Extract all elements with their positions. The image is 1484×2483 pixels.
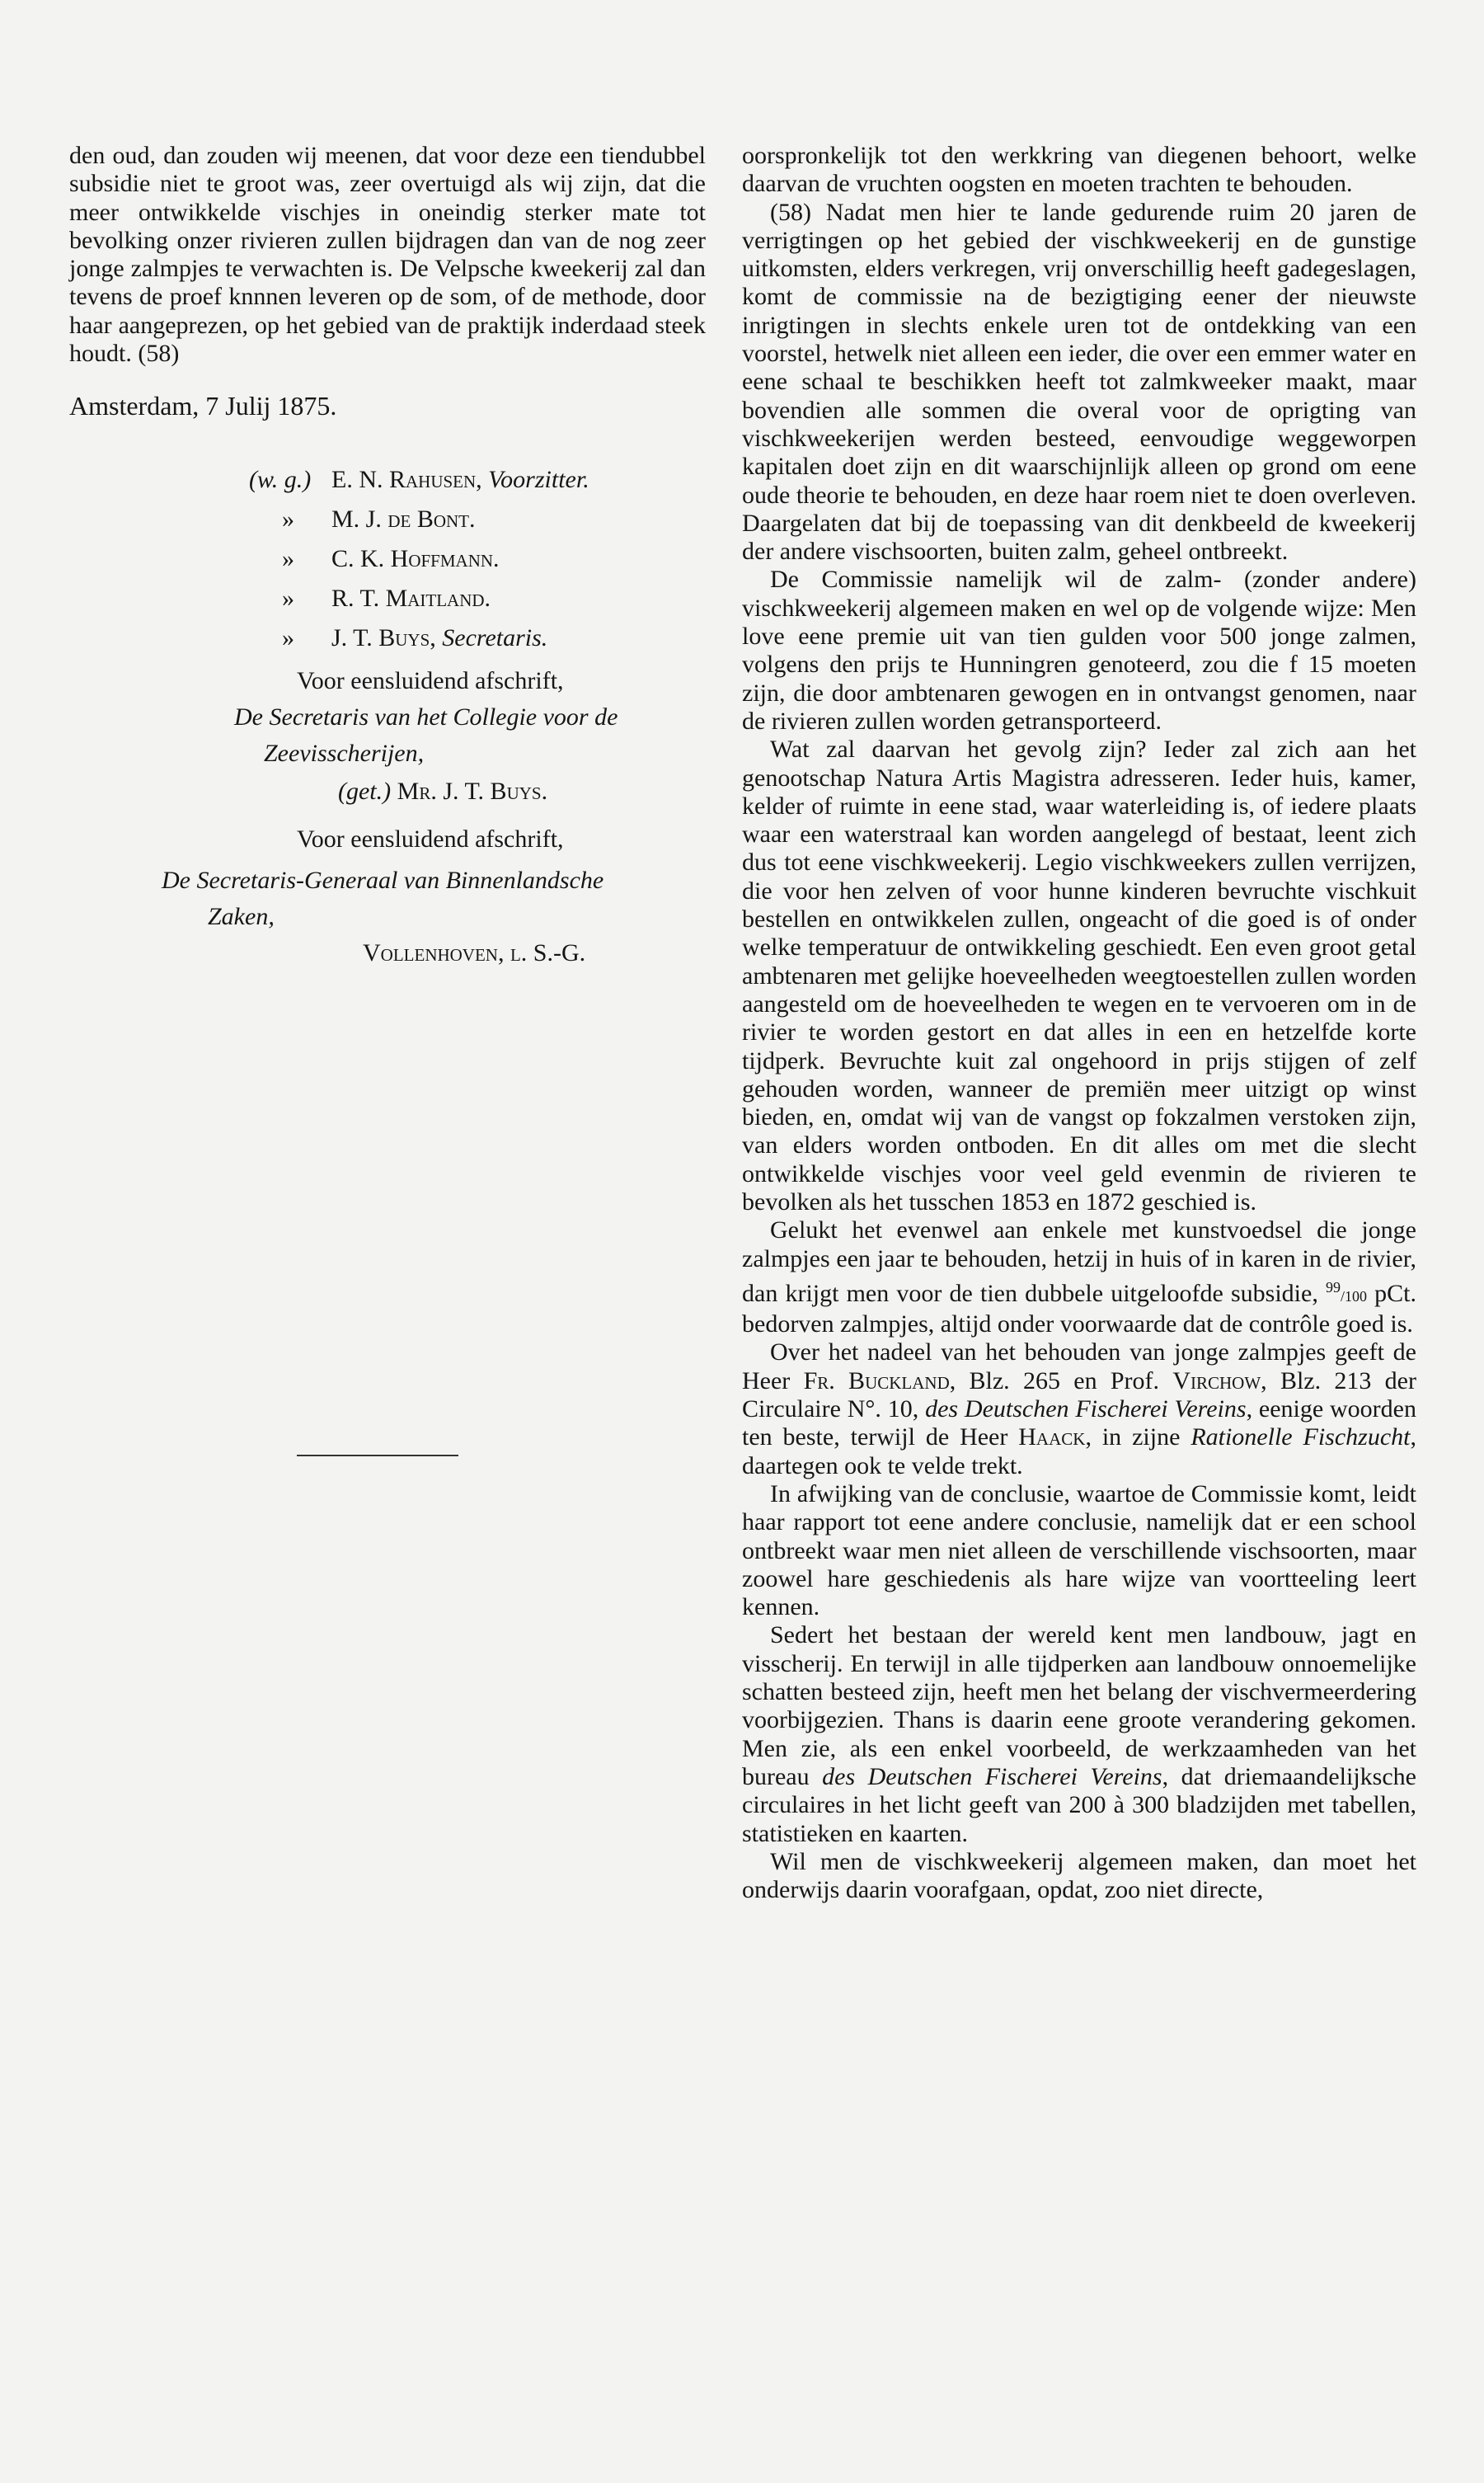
left-column (69, 142, 706, 971)
paragraph: oorspronkelijk tot den werkkring van diegenen behoort, welke daarvan de vruchten oogsten en moeten trachten te behouden. (742, 142, 1416, 198)
afschrift-line: Zaken, (208, 903, 275, 931)
person-name: Fr. Buckland (803, 1366, 950, 1394)
signatory-prefix: » (282, 506, 294, 534)
afschrift-line: De Secretaris van het Collegie voor de (234, 703, 618, 731)
text-run: Gelukt het evenwel aan enkele met kunstvoedsel die jonge zalmpjes een jaar te behouden, hetzij in huis of in karen in de rivier, dan krijgt men voor de tien dubbele uitgeloofde subsidie, (742, 1216, 1416, 1307)
signatory-name: C. K. Hoffmann. (331, 545, 500, 573)
afschrift-line: Zeevisscherijen, (264, 740, 425, 768)
right-column (742, 142, 1416, 1904)
text-run: , daartegen ook te velde trekt. (742, 1423, 1416, 1479)
text-run: , eenige woorden ten beste, terwijl de Heer (742, 1395, 1416, 1451)
paragraph (742, 1338, 1416, 1479)
person-name: Virchow (1172, 1366, 1261, 1394)
text-run: Over het nadeel van het behouden van jonge zalmpjes geeft de Heer (742, 1338, 1416, 1394)
fraction-denominator: /100 (1340, 1287, 1367, 1305)
signatory-row (249, 618, 706, 658)
signatory-title: Voorzitter. (488, 466, 589, 494)
paragraph: (58) Nadat men hier te lande gedurende ruim 20 jaren de verrigtingen op het gebied der vischkweekerij en de gunstige uitkomsten, elders verkregen, vrij onverschillig heeft gadegeslagen, komt de commissie na de bezigtiging eener der nieuwste inrigtingen in slechts enkele uren tot de ontdekking van een voorstel, hetwelk niet alleen een ieder, die over een emmer water en eene schaal te beschikken heeft tot zalmkweeker maakt, maar bovendien alle sommen die overal voor de oprigting van vischkweekerijen werden besteed, eenvoudige weggeworpen kapitalen doet zijn en dit waarschijnlijk alleen op grond om eene oude theorie te behouden, en deze haar roem niet te doen overleven. Daargelaten dat bij de toepassing van dit denkbeeld de kweekerij der andere vischsoorten, buiten zalm, geheel ontbreekt. (742, 198, 1416, 566)
fraction-numerator: 99 (1325, 1278, 1341, 1296)
signed-line (69, 772, 706, 811)
text-run: Sedert het bestaan der wereld kent men landbouw, jagt en visscherij. En terwijl in alle tijdperken aan landbouw onnoemelijke schatten besteed zijn, heeft men het belang der vischvermeerdering voorbijgezien. Thans is daarin eene groote verandering gekomen. Men zie, als een enkel voorbeeld, de werkzaamheden van het bureau (742, 1621, 1416, 1790)
signatory-row (249, 579, 706, 618)
signatory-name: M. J. de Bont. (331, 506, 476, 534)
section-divider (297, 1455, 458, 1456)
signatory-name: R. T. Maitland. (331, 585, 491, 613)
text-run: , Blz. 213 der Circulaire N°. 10, (742, 1366, 1416, 1423)
signed-prefix: (get.) (338, 778, 392, 806)
paragraph: Wat zal daarvan het gevolg zijn? Ieder zal zich aan het genootschap Natura Artis Magistra adresseren. Ieder huis, kamer, kelder of ruimte in eene stad, waar waterleiding is, of iedere plaats waar een waterstraal kan worden aangelegd of bestaat, leent zich dus tot eene vischkweekerij. Legio vischkweekers zullen verrijzen, die voor hen zelven of voor hunne kinderen bevruchte vischkuit bestellen en ontwikkelen zullen, ongeacht of die goed is of onder welke temperatuur de ontwikkeling geschiedt. Een even groot getal ambtenaren met gelijke hoeveelheden weegtoestellen zullen worden aangesteld om de hoeveelheden te wegen en te vervoeren om in de rivier te worden gestort en dat alles in een en hetzelfde korte tijdperk. Bevruchte kuit zal ongehoord in prijs stijgen of zelf gehouden worden, wanneer de premiën meer uitzigt op winst bieden, en, omdat wij van de vangst op fokzalmen verstoken zijn, van elders worden ontboden. En dit alles om met die slecht ontwikkelde vischjes voor veel geld evenmin de rivieren te bevolken als het tusschen 1853 en 1872 geschied is. (742, 736, 1416, 1216)
text-run: pCt. bedorven zalmpjes, altijd onder voorwaarde dat de contrôle goed is. (742, 1279, 1416, 1338)
signatory-prefix: » (282, 545, 294, 573)
signatory-row (249, 460, 706, 500)
left-paragraph: den oud, dan zouden wij meenen, dat voor deze een tiendubbel subsidie niet te groot was, zeer overtuigd als wij zijn, dat die meer ontwikkelde vischjes in oneindig sterker mate tot bevolking onzer rivieren zullen bijdragen dan van de nog zeer jonge zalmpjes te verwachten is. De Velpsche kweekerij zal dan tevens de proef knnnen leveren op de som, of de methode, door haar aangeprezen, op het gebied van de praktijk inderdaad steek houdt. (58) (69, 142, 706, 368)
signatory-name: J. T. Buys, (331, 624, 436, 652)
publication-title: des Deutschen Fischerei Vereins (925, 1395, 1247, 1423)
afschrift-label: Voor eensluidend afschrift, (297, 825, 564, 854)
signatory-prefix: » (282, 624, 294, 652)
signatory-prefix: (w. g.) (249, 466, 312, 494)
signed-name: Mr. J. T. Buys. (397, 778, 548, 806)
signatory-row (249, 500, 706, 539)
signatory-title: Secretaris. (442, 624, 548, 652)
afschrift-line: De Secretaris-Generaal van Binnenlandsche (162, 867, 604, 895)
date-line: Amsterdam, 7 Julij 1875. (69, 391, 337, 421)
signatory-name: E. N. Rahusen, (331, 466, 482, 494)
paragraph (742, 1216, 1416, 1338)
signatory-row (249, 539, 706, 579)
paragraph: In afwijking van de conclusie, waartoe de Commissie komt, leidt haar rapport tot eene andere conclusie, namelijk dat er een school ontbreekt waar men niet alleen de verschillende vischsoorten, maar zoowel hare geschiedenis als hare wijze van voortteeling leert kennen. (742, 1479, 1416, 1621)
signatory-list (69, 460, 706, 658)
person-name: Haack (1018, 1423, 1086, 1451)
signatory-prefix: » (282, 585, 294, 613)
publication-title: Rationelle Fischzucht (1190, 1423, 1411, 1451)
text-run: , in zijne (1085, 1423, 1191, 1451)
signed-name: Vollenhoven, l. S.-G. (363, 939, 586, 967)
paragraph: De Commissie namelijk wil de zalm- (zonder andere) vischkweekerij algemeen maken en wel op de volgende wijze: Men love eene premie uit van tien gulden voor 500 jonge zalmen, volgens den prijs te Hunningren genoteerd, zou die f 15 moeten zijn, die door ambtenaren gewogen en in ontvangst genomen, naar de rivieren zullen worden getransporteerd. (742, 566, 1416, 735)
paragraph (742, 1621, 1416, 1847)
text-run: , dat driemaandelijksche circulaires in het licht geeft van 200 à 300 bladzijden met tabellen, statistieken en kaarten. (742, 1762, 1416, 1847)
publication-title: des Deutschen Fischerei Vereins (822, 1762, 1162, 1790)
text-run: , Blz. 265 en Prof. (949, 1366, 1173, 1394)
afschrift-label: Voor eensluidend afschrift, (297, 667, 564, 695)
paragraph: Wil men de vischkweekerij algemeen maken, dan moet het onderwijs daarin voorafgaan, opdat, zoo niet directe, (742, 1847, 1416, 1904)
